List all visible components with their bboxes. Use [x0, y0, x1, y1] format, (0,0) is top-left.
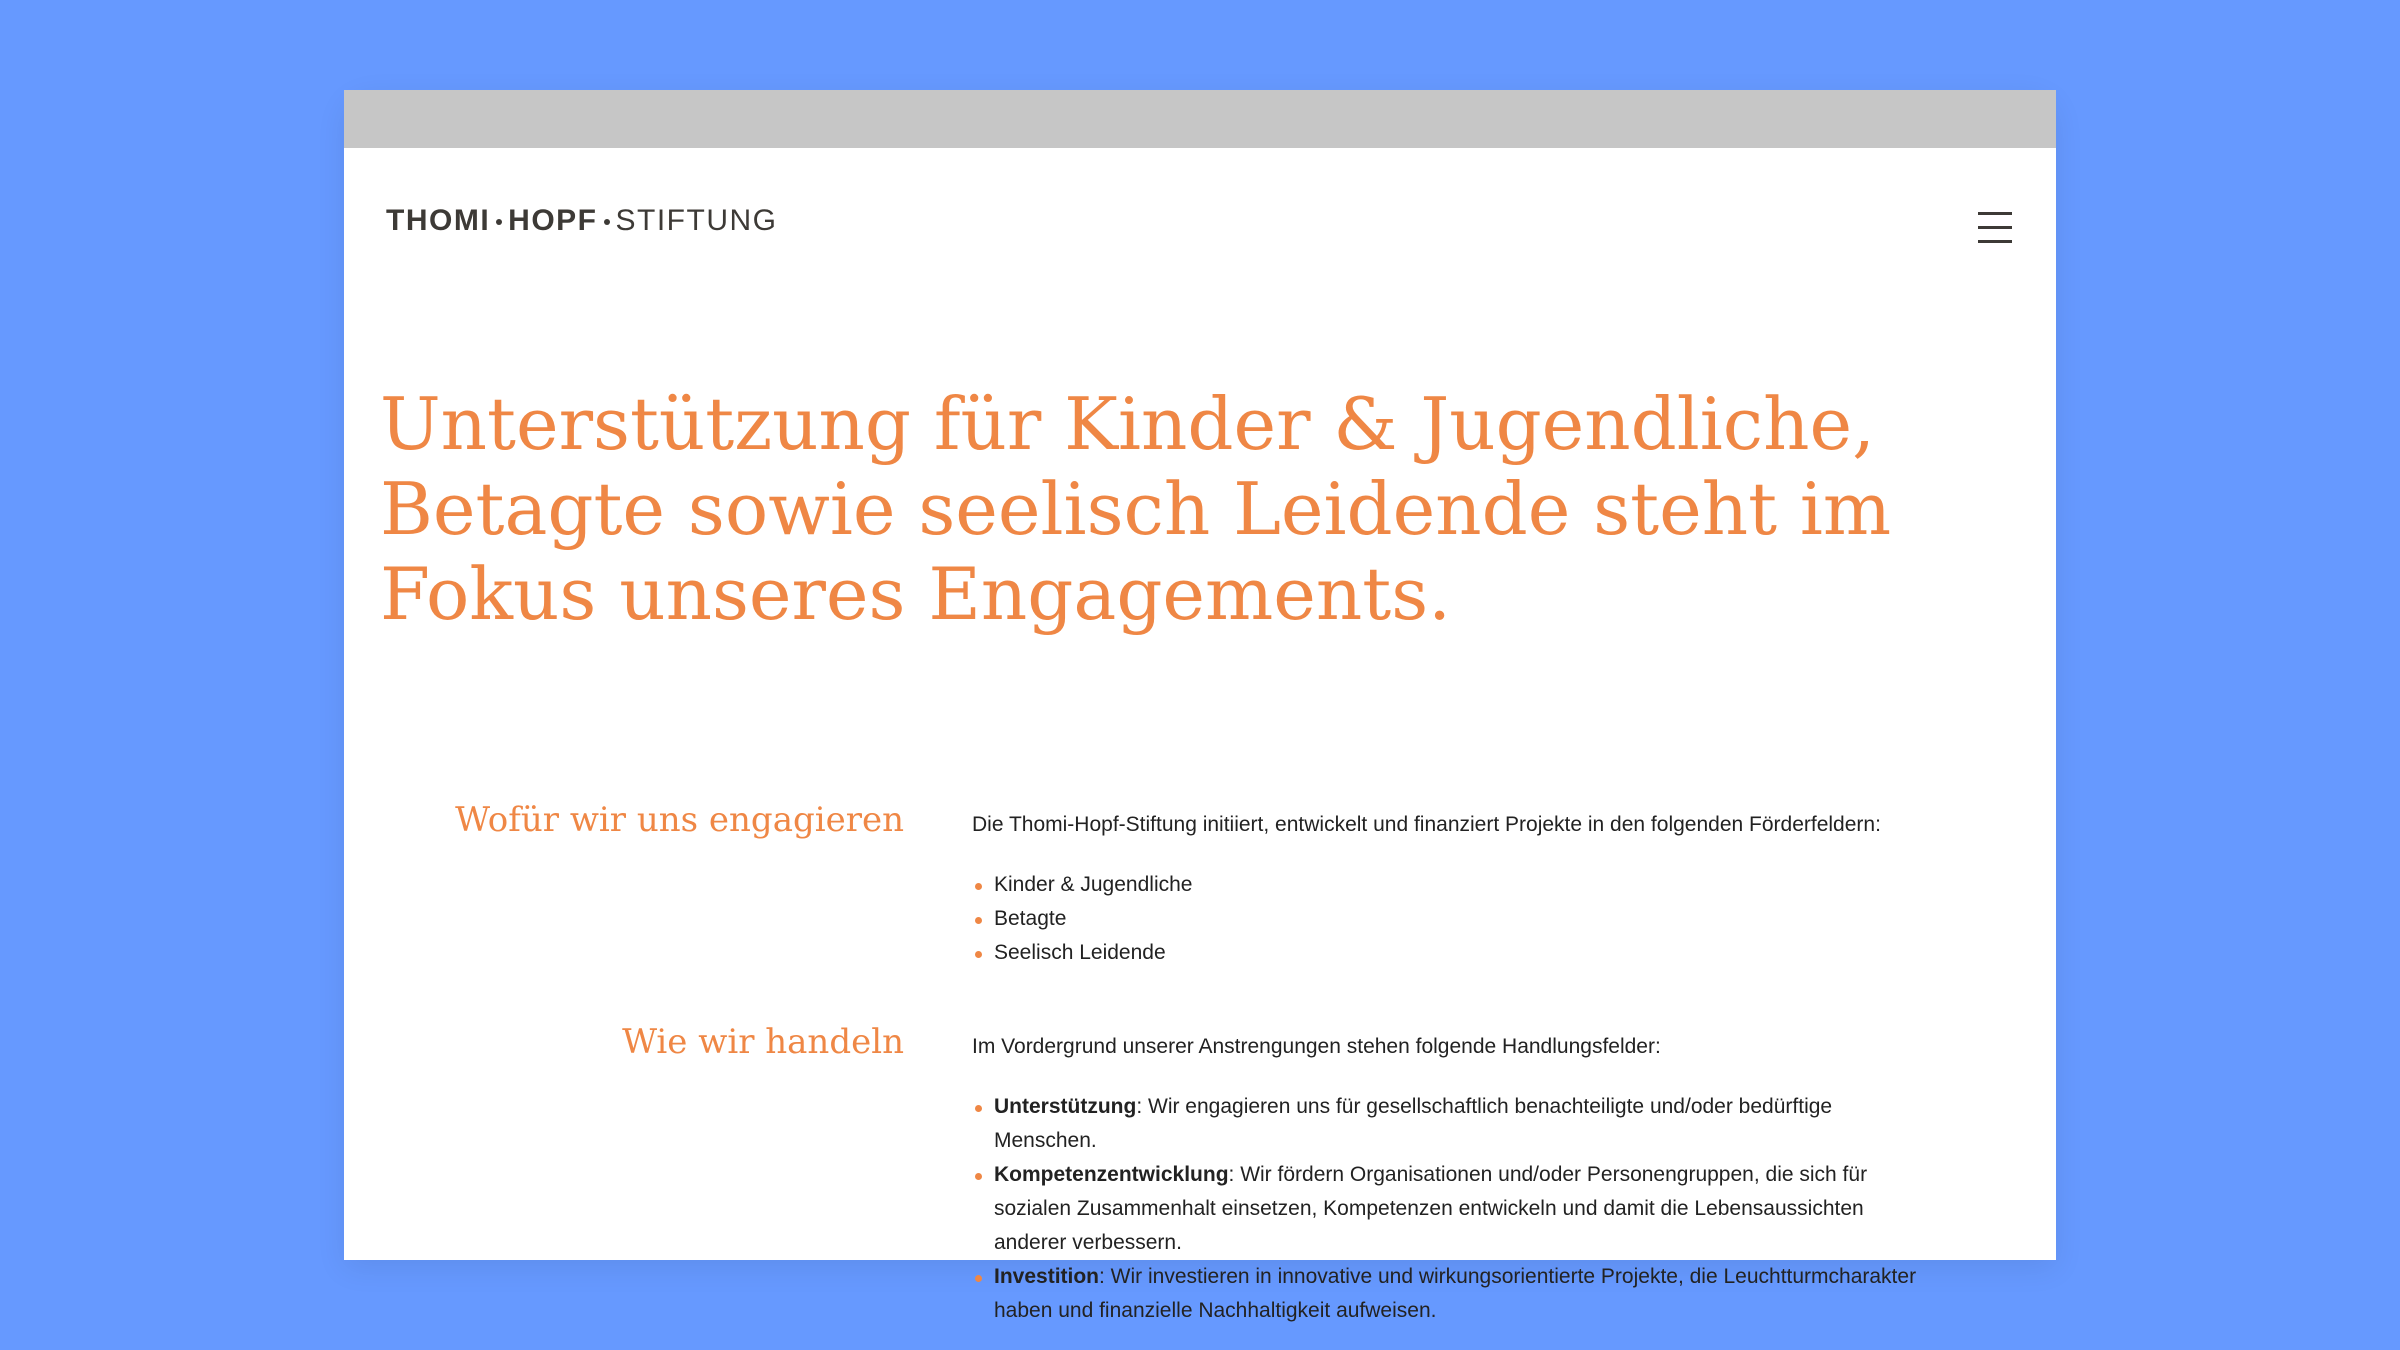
list-item-term: Kompetenzentwicklung — [994, 1163, 1229, 1186]
page-content — [344, 148, 2056, 1322]
list-item-text: : Wir investieren in innovative und wirkungsorientierte Projekte, die Leuchtturmcharakter haben und finanzielle Nachhaltigkeit aufweisen. — [994, 1265, 1917, 1322]
focus-areas-list — [972, 868, 1932, 970]
menu-line — [1978, 240, 2012, 243]
section-intro: Die Thomi-Hopf-Stiftung initiiert, entwickelt und finanziert Projekte in den folgenden Förderfeldern: — [972, 813, 1881, 836]
section-intro: Im Vordergrund unserer Anstrengungen stehen folgende Handlungsfelder: — [972, 1035, 1661, 1058]
list-item — [972, 1090, 1932, 1158]
list-item-term: Investition — [994, 1265, 1100, 1288]
browser-chrome-bar — [344, 90, 2056, 148]
list-item: Betagte — [972, 902, 1932, 936]
logo-hopf: HOPF — [508, 204, 598, 237]
menu-line — [1978, 212, 2012, 215]
list-item — [972, 1158, 1932, 1260]
list-item-term: Unterstützung — [994, 1095, 1137, 1118]
section-title-engagement: Wofür wir uns engagieren — [455, 800, 904, 840]
logo-thomi: THOMI — [386, 204, 491, 237]
section-body-action — [972, 1030, 1932, 1328]
section-body-engagement — [972, 808, 1932, 970]
list-item-text: : Wir engagieren uns für gesellschaftlich benachteiligte und/oder bedürftige Menschen. — [994, 1095, 1833, 1152]
hero-headline: Unterstützung für Kinder & Jugendliche, Betagte sowie seelisch Leidende steht im Fokus unseres Engagements. — [380, 382, 1892, 636]
menu-line — [1978, 226, 2012, 229]
logo-dot-icon — [496, 219, 502, 225]
logo-stiftung: STIFTUNG — [615, 204, 778, 237]
list-item: Kinder & Jugendliche — [972, 868, 1932, 902]
hamburger-menu-icon[interactable] — [1978, 212, 2012, 242]
logo-dot-icon — [604, 219, 610, 225]
section-title-action: Wie wir handeln — [622, 1022, 904, 1062]
site-logo[interactable] — [386, 204, 778, 238]
list-item-text: : Wir fördern Organisationen und/oder Personengruppen, die sich für sozialen Zusammenhalt einsetzen, Kompetenzen entwickeln und damit die Lebensaussichten anderer verbessern. — [994, 1163, 1868, 1254]
list-item: Seelisch Leidende — [972, 936, 1932, 970]
list-item — [972, 1260, 1932, 1328]
action-fields-list — [972, 1090, 1932, 1328]
browser-window — [344, 90, 2056, 1322]
